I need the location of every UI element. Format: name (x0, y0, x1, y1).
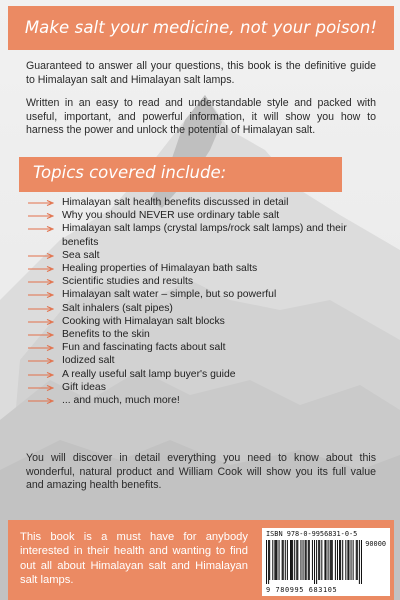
arrow-right-icon (28, 332, 54, 338)
barcode-bar (274, 540, 275, 580)
arrow-right-icon (28, 372, 54, 378)
barcode-digits: 9 780995 683105 (266, 586, 338, 594)
barcode-bar (266, 540, 267, 584)
barcode-bar (296, 540, 297, 580)
topic-item (26, 249, 356, 262)
topic-text: Himalayan salt health benefits discussed in detail (62, 197, 289, 208)
barcode-bar (330, 540, 331, 580)
barcode-bar (300, 540, 301, 580)
topics-list (26, 196, 356, 407)
arrow-right-icon (28, 266, 54, 272)
topic-item (26, 328, 356, 341)
topic-item (26, 196, 356, 209)
barcode-bar (272, 540, 273, 580)
topic-item (26, 341, 356, 354)
barcode-bar (324, 540, 325, 580)
barcode-bar (285, 540, 286, 580)
arrow-right-icon (28, 213, 54, 219)
topic-text: Himalayan salt water – simple, but so powerful (62, 289, 277, 301)
topic-item (26, 302, 356, 315)
topic-item (26, 288, 356, 301)
barcode-bar (353, 540, 354, 580)
barcode-bar (319, 540, 320, 580)
arrow-right-icon (28, 226, 54, 232)
barcode-bar (275, 540, 276, 580)
barcode-bar (340, 540, 341, 580)
barcode-bar (309, 540, 310, 580)
barcode-bar (348, 540, 349, 580)
topic-item (26, 315, 356, 328)
barcode-bar (337, 540, 338, 580)
barcode-bar (318, 540, 319, 580)
barcode-bar (305, 540, 306, 580)
barcode-bar (290, 540, 291, 580)
barcode-bar (312, 540, 313, 580)
barcode-bar (351, 540, 352, 580)
arrow-right-icon (28, 385, 54, 391)
barcode-bar (268, 540, 269, 584)
outro-paragraph: You will discover in detail everything you need to know about this wonderful, natural product and William Cook will show you its full value and amazing health benefits. (26, 452, 376, 492)
topic-text: ... and much, much more! (62, 395, 180, 407)
barcode-bar (316, 540, 317, 584)
barcode-bar (342, 540, 343, 580)
barcode-bar (269, 540, 270, 580)
barcode-bar (325, 540, 326, 580)
isbn-label: ISBN 978-0-9956831-0-5 (266, 530, 358, 538)
topic-item (26, 275, 356, 288)
barcode-bar (339, 540, 340, 580)
footer-banner (8, 520, 394, 600)
barcode-bar (291, 540, 292, 580)
intro-paragraph: Guaranteed to answer all your questions, this book is the definitive guide to Himalayan salt and Himalayan salt lamps. (26, 60, 376, 86)
topic-text: A really useful salt lamp buyer's guide (62, 368, 236, 380)
arrow-right-icon (28, 358, 54, 364)
barcode-bar (361, 540, 362, 584)
topic-text: Sea salt (62, 249, 100, 261)
arrow-right-icon (28, 253, 54, 259)
barcode-image (266, 540, 362, 584)
arrow-right-icon (28, 292, 54, 298)
barcode-bar (314, 540, 315, 584)
barcode-bar (297, 540, 298, 580)
arrow-right-icon (28, 279, 54, 285)
barcode-bar (282, 540, 283, 580)
topic-text: Scientific studies and results (62, 276, 194, 288)
barcode-bar (331, 540, 332, 580)
topic-item (26, 262, 356, 275)
topic-text: Healing properties of Himalayan bath salts (62, 263, 258, 275)
topic-item (26, 368, 356, 381)
topic-item (26, 394, 356, 407)
topic-item (26, 222, 356, 248)
barcode-bar (347, 540, 348, 580)
barcode-bar (292, 540, 293, 580)
arrow-right-icon (28, 200, 54, 206)
topic-text: Iodized salt (62, 355, 115, 367)
intro-paragraph: Written in an easy to read and understandable style and packed with useful, important, and powerful information, it will show you how to harness the power and unlock the potential of Himalayan salt. (26, 97, 376, 137)
topics-heading: Topics covered include: (33, 163, 227, 182)
barcode-bar (345, 540, 346, 580)
topic-text: Cooking with Himalayan salt blocks (62, 315, 225, 327)
topic-item (26, 354, 356, 367)
barcode-bar (335, 540, 336, 580)
topic-text: Fun and fascinating facts about salt (62, 342, 226, 354)
barcode-bar (332, 540, 333, 580)
barcode-bar (308, 540, 309, 580)
intro-section (26, 60, 376, 148)
header-title: Make salt your medicine, not your poison! (24, 18, 378, 37)
isbn-barcode (262, 528, 390, 596)
topic-item (26, 209, 356, 222)
footer-text: This book is a must have for anybody interested in their health and wanting to find out all about Himalayan salt and Himalayan salt lamps. (20, 531, 248, 587)
barcode-bar (356, 540, 357, 580)
topic-text: Salt inhalers (salt pipes) (62, 302, 173, 314)
topic-item (26, 381, 356, 394)
arrow-right-icon (28, 319, 54, 325)
barcode-bar (321, 540, 322, 580)
topic-text: Benefits to the skin (62, 329, 150, 341)
topic-text: Why you should NEVER use ordinary table salt (62, 210, 280, 222)
barcode-bar (328, 540, 329, 580)
arrow-right-icon (28, 306, 54, 312)
barcode-bar (294, 540, 295, 580)
barcode-bar (287, 540, 288, 580)
barcode-bar (276, 540, 277, 580)
arrow-right-icon (28, 398, 54, 404)
arrow-right-icon (28, 345, 54, 351)
barcode-bar (306, 540, 307, 580)
barcode-bar (279, 540, 280, 580)
barcode-bar (303, 540, 304, 580)
header-banner (8, 6, 394, 50)
topic-text: Himalayan salt lamps (crystal lamps/rock salt lamps) and their benefits (62, 223, 347, 248)
barcode-bar (283, 540, 284, 580)
topics-banner (19, 157, 342, 192)
topic-text: Gift ideas (62, 381, 106, 393)
barcode-bar (357, 540, 358, 580)
price-code: 90000 (365, 540, 386, 548)
barcode-bar (359, 540, 360, 584)
